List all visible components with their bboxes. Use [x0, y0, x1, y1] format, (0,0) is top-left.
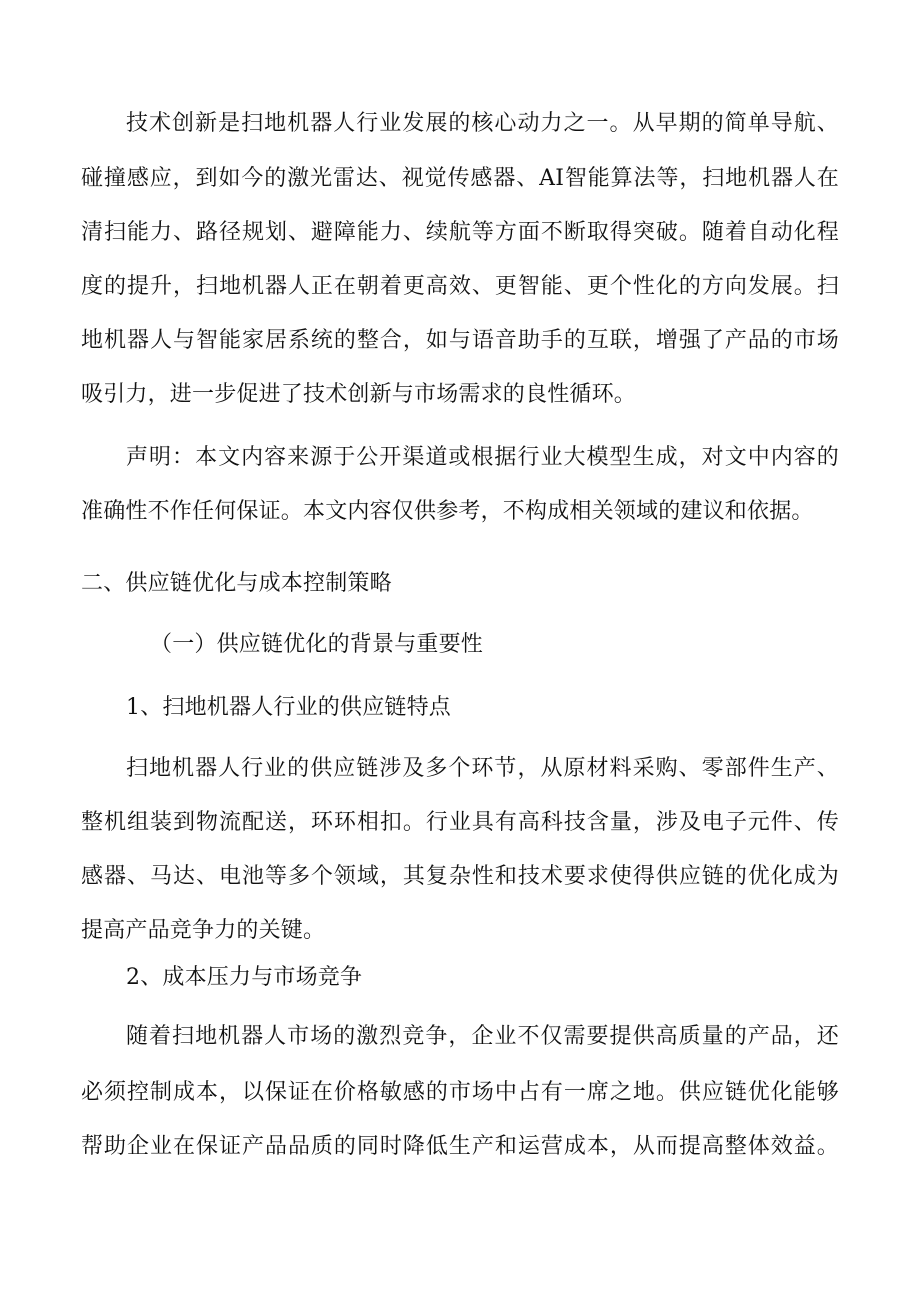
item-2-body-line-1: 随着扫地机器人市场的激烈竞争，企业不仅需要提供高质量的产品，还: [126, 1024, 839, 1049]
paragraph-1-line-4: 度的提升，扫地机器人正在朝着更高效、更智能、更个性化的方向发展。扫: [81, 274, 839, 299]
item-1-heading: 1、扫地机器人行业的供应链特点: [126, 695, 451, 720]
item-2-body-line-3: 帮助企业在保证产品品质的同时降低生产和运营成本，从而提高整体效益。: [81, 1134, 839, 1159]
paragraph-1-line-2: 碰撞感应，到如今的激光雷达、视觉传感器、AI智能算法等，扫地机器人在: [81, 166, 839, 191]
paragraph-1-line-6: 吸引力，进一步促进了技术创新与市场需求的良性循环。: [81, 382, 637, 407]
declaration-line-1: 声明：本文内容来源于公开渠道或根据行业大模型生成，对文中内容的: [126, 445, 839, 470]
paragraph-1-line-5: 地机器人与智能家居系统的整合，如与语音助手的互联，增强了产品的市场: [81, 328, 839, 353]
declaration-line-2: 准确性不作任何保证。本文内容仅供参考，不构成相关领域的建议和依据。: [81, 499, 814, 524]
item-2-body-line-2: 必须控制成本，以保证在价格敏感的市场中占有一席之地。供应链优化能够: [81, 1080, 839, 1105]
item-1-body-line-2: 整机组装到物流配送，环环相扣。行业具有高科技含量，涉及电子元件、传: [81, 810, 839, 835]
item-1-body-line-4: 提高产品竞争力的关键。: [81, 918, 326, 943]
section-heading: 二、供应链优化与成本控制策略: [81, 571, 392, 596]
paragraph-1-line-1: 技术创新是扫地机器人行业发展的核心动力之一。从早期的简单导航、: [126, 111, 839, 136]
item-1-body-line-3: 感器、马达、电池等多个领域，其复杂性和技术要求使得供应链的优化成为: [81, 864, 839, 889]
item-1-body-line-1: 扫地机器人行业的供应链涉及多个环节，从原材料采购、零部件生产、: [126, 756, 839, 781]
subsection-heading: （一）供应链优化的背景与重要性: [150, 632, 484, 657]
item-2-heading: 2、成本压力与市场竞争: [126, 965, 363, 990]
paragraph-1-line-3: 清扫能力、路径规划、避障能力、续航等方面不断取得突破。随着自动化程: [81, 220, 839, 245]
